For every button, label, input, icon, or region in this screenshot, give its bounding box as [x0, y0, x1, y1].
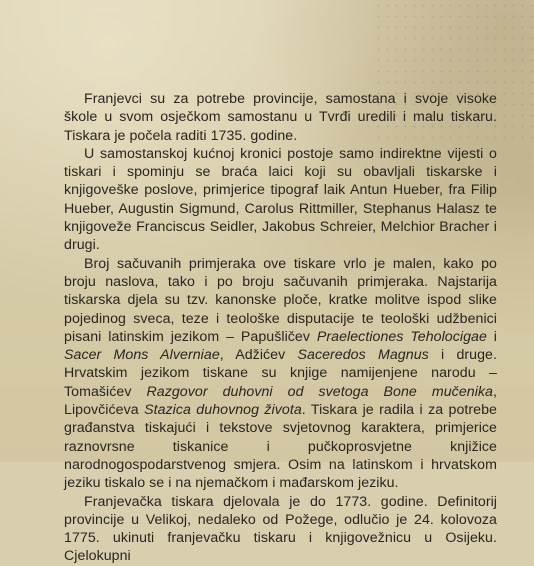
paragraph-3-text-4: i druge. Hrvatskim jezikom tiskane su knjige namijenjene narodu – Tomašićev: [64, 347, 497, 400]
paragraph-3-text-5: , Lipovčićeva: [64, 383, 497, 419]
paragraph-4: Franjevačka tiskara djelovala je do 1773. godine. Definitorij provincije u Velikoj, nedaleko od Požege, odlučio je 24. kolovoza 1775. ukinuti franjevačku tiskaru i knjigovežnicu u Osijeku. Cjelokupni: [64, 493, 497, 565]
paragraph-1: Franjevci su za potrebe provincije, samostana i svoje visoke škole u svom osječkom samostanu u Tvrđi uredili i malu tiskaru. Tiskara je počela raditi 1735. godine.: [64, 91, 497, 144]
paragraph-3-text-6: . Tiskara je radila i za potrebe građanstva tiskajući i tekstove svjetovnog karaktera, primjerice raznovrsne tiskanice i pučkoprosvjetne knjižice narodnogospodarstvenog smjera. Osim na latinskom i hrvatskom jeziku tiskalo se i na njemačkom i mađarskom jeziku.: [64, 402, 497, 492]
title-praelectiones: Praelectiones Teholocigae: [316, 328, 487, 345]
paragraph-3-text-1: Broj sačuvanih primjeraka ove tiskare vrlo je malen, kako po broju naslova, tako i po broju sačuvanih primjeraka. Najstarija tiskarska djela su tzv. kanonske ploče, kratke molitve ispod slike pojedinog sveca, teze i teološke disputacije te teološki udžbenici pisani latinskim jezikom – Papušličev: [64, 255, 497, 345]
title-sacer-mons: Sacer Mons Alverniae: [64, 347, 220, 364]
title-razgovor-duhovni: Razgovor duhovni od svetoga Bone mučenika: [146, 383, 493, 400]
title-stazica-duhovnog: Stazica duhovnog života: [144, 402, 302, 419]
paragraph-3: [64, 255, 497, 493]
body-text: [64, 90, 497, 566]
paragraph-3-text-2: i: [486, 328, 497, 345]
paragraph-3-text-3: , Adžićev: [219, 347, 298, 364]
title-saceredos-magnus: Saceredos Magnus: [297, 347, 429, 364]
paragraph-2: U samostanskoj kućnoj kronici postoje samo indirektne vijesti o tiskari i spominju se braća laici koji su obavljali tiskarske i knjigoveške poslove, primjerice tipograf laik Antun Hueber, fra Filip Hueber, Augustin Sigmund, Carolus Rittmiller, Stephanus Halasz te knjigoveže Franciscus Seidler, Jakobus Schreier, Melchior Bracher i drugi.: [64, 145, 497, 254]
